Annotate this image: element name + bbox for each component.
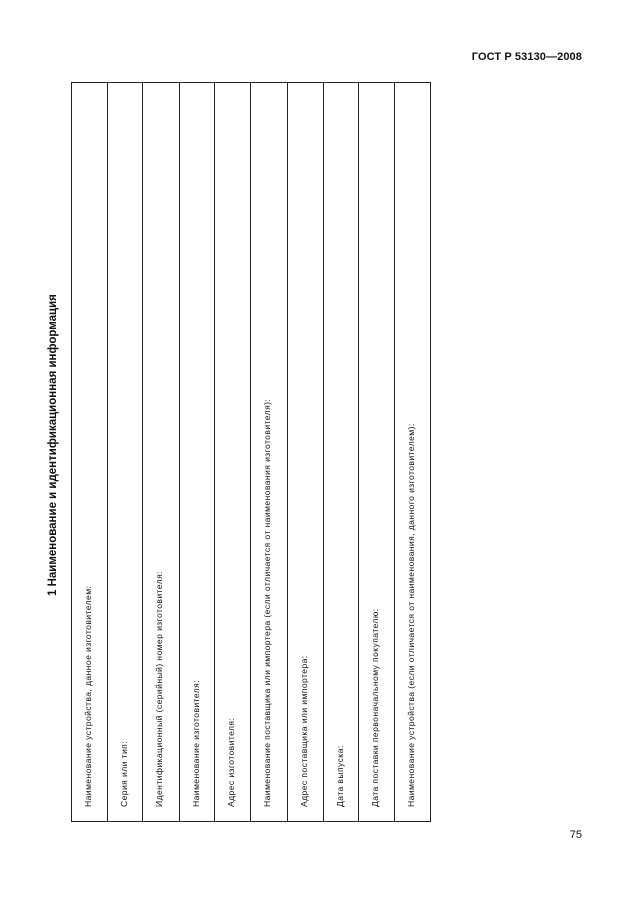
document-header: ГОСТ Р 53130—2008 [471, 51, 582, 63]
table-row [108, 83, 143, 821]
field-label: Наименование устройства, данное изготовителем: [83, 585, 93, 807]
table-row [180, 83, 215, 821]
table-row [359, 83, 395, 821]
section-title: 1 Наименование и идентификационная информация [47, 294, 59, 596]
field-label: Серия или тип: [119, 741, 129, 807]
table-row [324, 83, 359, 821]
table-row [72, 83, 108, 821]
field-label: Идентификационный (серийный) номер изготовителя: [154, 571, 164, 807]
table-row [215, 83, 251, 821]
field-label: Наименование поставщика или импортера (если отличается от наименования изготовителя): [262, 398, 272, 807]
field-label: Адрес изготовителя: [226, 717, 236, 807]
table-row [143, 83, 180, 821]
page-number: 75 [569, 829, 582, 841]
field-label: Адрес поставщика или импортера: [299, 655, 309, 807]
field-label: Наименование изготовителя: [191, 679, 201, 807]
field-label: Дата выпуска: [335, 745, 345, 807]
identification-table [71, 82, 431, 822]
field-label: Дата поставки первоначальному покупателю: [370, 608, 380, 807]
table-row [395, 83, 430, 821]
table-row [251, 83, 288, 821]
field-label: Наименование устройства (если отличается от наименования, данного изготовителем): [406, 423, 416, 807]
table-row [288, 83, 324, 821]
